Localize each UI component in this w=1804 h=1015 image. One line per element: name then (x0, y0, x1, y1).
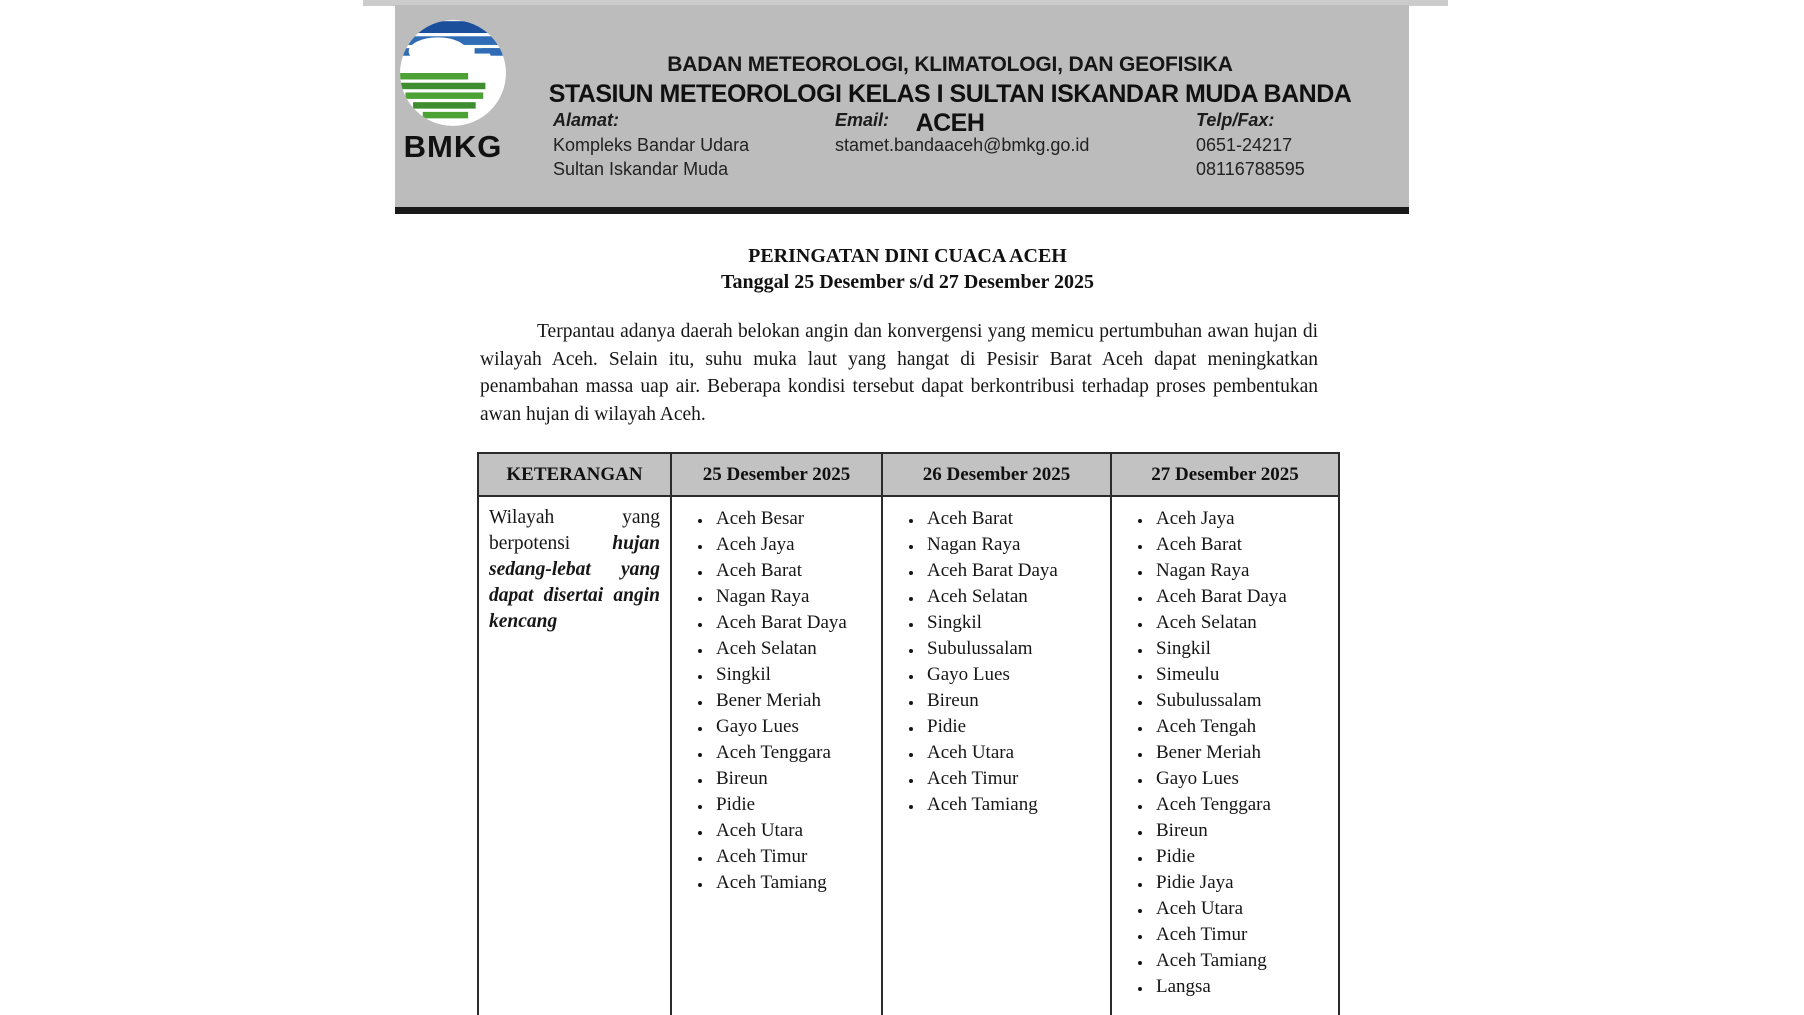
area-list-item: • Singkil (1152, 636, 1330, 662)
area-list-item: • Aceh Besar (712, 506, 873, 532)
email-value: stamet.bandaaceh@bmkg.go.id (835, 135, 1090, 155)
org-name-line2: STASIUN METEOROLOGI KELAS I SULTAN ISKANDAR MUDA BANDA ACEH (548, 80, 1352, 137)
area-list-item: • Aceh Timur (712, 844, 873, 870)
area-list-item: • Aceh Tamiang (712, 870, 873, 896)
area-list-item: • Pidie Jaya (1152, 870, 1330, 896)
area-list-item: • Nagan Raya (712, 584, 873, 610)
area-list-item: • Aceh Utara (923, 740, 1102, 766)
area-list-item: • Aceh Barat (1152, 532, 1330, 558)
area-list-date-1 (680, 506, 873, 896)
area-list-item: • Aceh Utara (1152, 896, 1330, 922)
area-list-item: • Pidie (923, 714, 1102, 740)
area-list-item: • Subulussalam (1152, 688, 1330, 714)
warning-table (477, 452, 1340, 1015)
keterangan-text (489, 505, 660, 635)
area-list-item: • Aceh Jaya (712, 532, 873, 558)
contact-block (545, 110, 1355, 200)
logo-caption: BMKG (403, 129, 503, 164)
keterangan-cell (478, 496, 671, 1015)
document-title (477, 243, 1338, 295)
address-label: Alamat: (553, 110, 620, 130)
area-list-item: • Aceh Barat Daya (712, 610, 873, 636)
email-label: Email: (835, 110, 890, 130)
bmkg-logo (397, 19, 509, 165)
col-header-date-2: 26 Desember 2025 (882, 453, 1111, 496)
area-list-item: • Bener Meriah (1152, 740, 1330, 766)
area-list-item: • Gayo Lues (923, 662, 1102, 688)
title-line1: PERINGATAN DINI CUACA ACEH (748, 245, 1067, 267)
area-list-item: • Singkil (923, 610, 1102, 636)
phone-label: Telp/Fax: (1196, 110, 1275, 130)
letterhead (395, 5, 1409, 207)
area-list-item: • Aceh Tenggara (712, 740, 873, 766)
area-list-item: • Pidie (1152, 844, 1330, 870)
area-list-item: • Langsa (1152, 974, 1330, 1000)
table-row (478, 496, 1339, 1015)
area-list-item: • Aceh Selatan (1152, 610, 1330, 636)
area-list-item: • Aceh Tengah (1152, 714, 1330, 740)
area-list-item: • Bireun (712, 766, 873, 792)
col-header-keterangan: KETERANGAN (478, 453, 671, 496)
area-list-item: • Pidie (712, 792, 873, 818)
title-line2: Tanggal 25 Desember s/d 27 Desember 2025 (721, 271, 1094, 293)
contact-address (553, 110, 749, 180)
area-list-item: • Aceh Tamiang (923, 792, 1102, 818)
area-list-item: • Bireun (1152, 818, 1330, 844)
keterangan-normal: Wilayah yang berpotensi (489, 507, 660, 554)
area-list-item: • Subulussalam (923, 636, 1102, 662)
bmkg-logo-icon (399, 19, 507, 127)
address-line1: Kompleks Bandar Udara (553, 135, 750, 155)
address-line2: Sultan Iskandar Muda (553, 159, 729, 179)
table-header-row (478, 453, 1339, 496)
col-header-date-3: 27 Desember 2025 (1111, 453, 1339, 496)
area-list-item: • Aceh Jaya (1152, 506, 1330, 532)
letterhead-divider (395, 207, 1409, 214)
areas-cell-date-1 (671, 496, 882, 1015)
contact-email (835, 110, 1089, 156)
area-list-item: • Nagan Raya (1152, 558, 1330, 584)
area-list-item: • Aceh Utara (712, 818, 873, 844)
area-list-item: • Aceh Barat Daya (1152, 584, 1330, 610)
keterangan-emphasis: hujan sedang-lebat yang dapat disertai angin kencang (489, 533, 660, 632)
areas-cell-date-3 (1111, 496, 1339, 1015)
org-name-line1: BADAN METEOROLOGI, KLIMATOLOGI, DAN GEOFISIKA (667, 53, 1233, 76)
area-list-item: • Bireun (923, 688, 1102, 714)
area-list-item: • Nagan Raya (923, 532, 1102, 558)
areas-cell-date-2 (882, 496, 1111, 1015)
area-list-item: • Aceh Barat (923, 506, 1102, 532)
area-list-item: • Aceh Selatan (712, 636, 873, 662)
area-list-item: • Aceh Tenggara (1152, 792, 1330, 818)
area-list-item: • Aceh Timur (1152, 922, 1330, 948)
area-list-item: • Aceh Barat Daya (923, 558, 1102, 584)
area-list-date-2 (891, 506, 1102, 818)
contact-phone (1196, 110, 1305, 180)
area-list-date-3 (1120, 506, 1330, 1000)
area-list-item: • Gayo Lues (1152, 766, 1330, 792)
area-list-item: • Bener Meriah (712, 688, 873, 714)
intro-paragraph: Terpantau adanya daerah belokan angin dan konvergensi yang memicu pertumbuhan awan hujan di wilayah Aceh. Selain itu, suhu muka laut yang hangat di Pesisir Barat Aceh dapat meningkatkan penambahan massa uap air. Beberapa kondisi tersebut dapat berkontribusi terhadap proses pembentukan awan hujan di wilayah Aceh. (480, 321, 1318, 425)
phone-line1: 0651-24217 (1196, 135, 1293, 155)
area-list-item: • Aceh Timur (923, 766, 1102, 792)
col-header-date-1: 25 Desember 2025 (671, 453, 882, 496)
area-list-item: • Aceh Barat (712, 558, 873, 584)
area-list-item: • Aceh Selatan (923, 584, 1102, 610)
area-list-item: • Singkil (712, 662, 873, 688)
area-list-item: • Gayo Lues (712, 714, 873, 740)
area-list-item: • Simeulu (1152, 662, 1330, 688)
phone-line2: 08116788595 (1196, 159, 1305, 179)
letterhead-text (545, 5, 1355, 179)
area-list-item: • Aceh Tamiang (1152, 948, 1330, 974)
